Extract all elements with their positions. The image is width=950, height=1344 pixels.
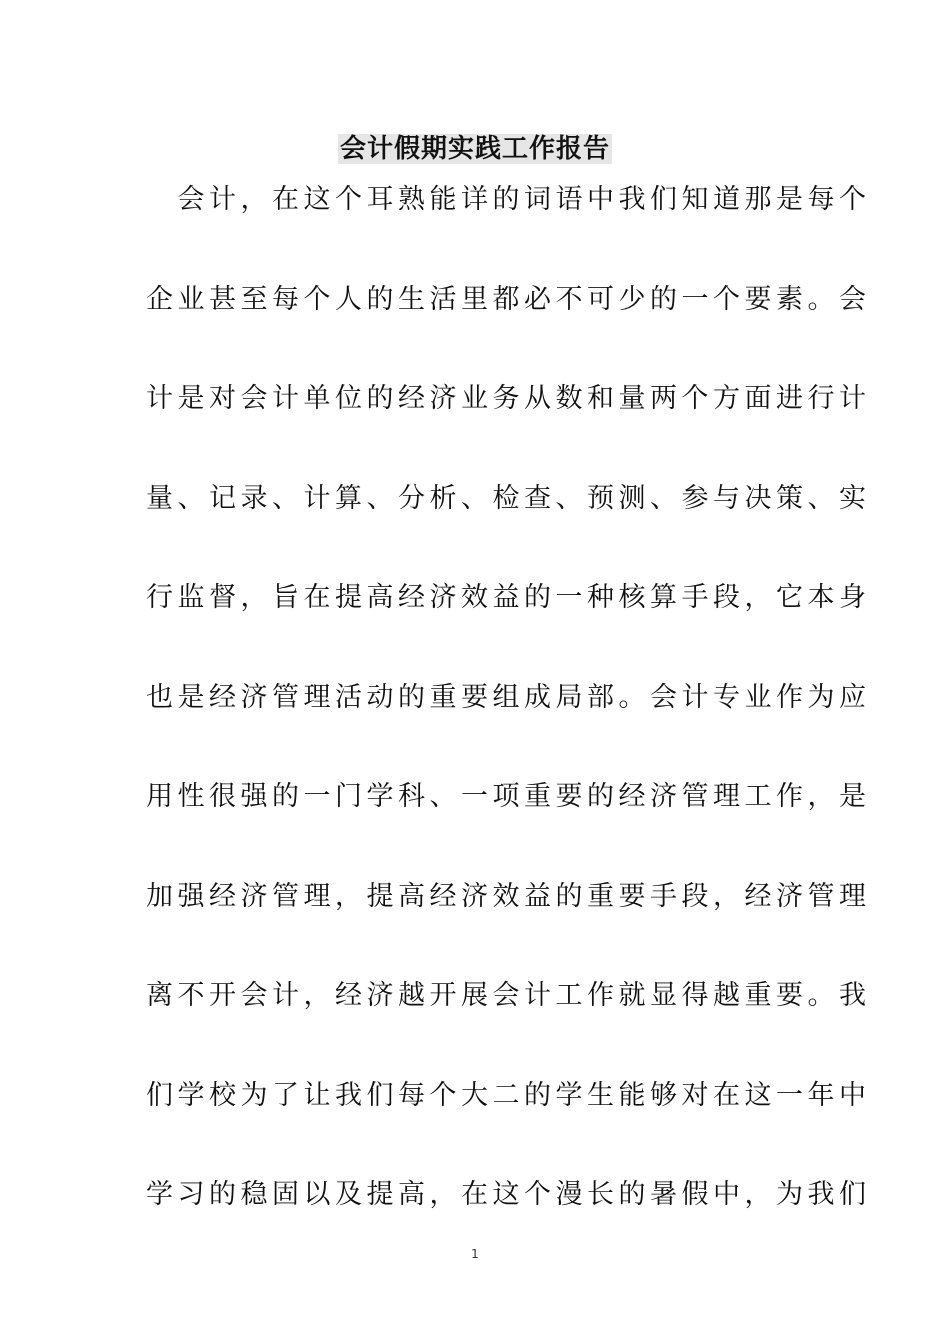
body-line: 学习的稳固以及提高，在这个漫长的暑假中，为我们 [146, 1179, 871, 1210]
body-line: 们学校为了让我们每个大二的学生能够对在这一年中 [146, 1079, 871, 1111]
body-line: 加强经济管理，提高经济效益的重要手段，经济管理 [146, 880, 871, 912]
body-line: 会计，在这个耳熟能详的词语中我们知道那是每个 [146, 184, 871, 215]
body-line: 离不开会计，经济越开展会计工作就显得越重要。我 [146, 980, 871, 1011]
document-body [146, 172, 871, 1267]
body-line: 行监督，旨在提高经济效益的一种核算手段，它本身 [146, 582, 871, 613]
body-line: 用性很强的一门学科、一项重要的经济管理工作，是 [146, 781, 871, 812]
page-number: 1 [471, 1247, 479, 1261]
body-line: 计是对会计单位的经济业务从数和量两个方面进行计 [146, 383, 871, 414]
document-title-text: 会计假期实践工作报告 [339, 134, 610, 164]
body-line: 也是经济管理活动的重要组成局部。会计专业作为应 [146, 681, 871, 713]
body-line: 量、记录、计算、分析、检查、预测、参与决策、实 [146, 482, 871, 514]
document-title [0, 131, 950, 167]
body-line: 企业甚至每个人的生活里都必不可少的一个要素。会 [146, 283, 871, 315]
